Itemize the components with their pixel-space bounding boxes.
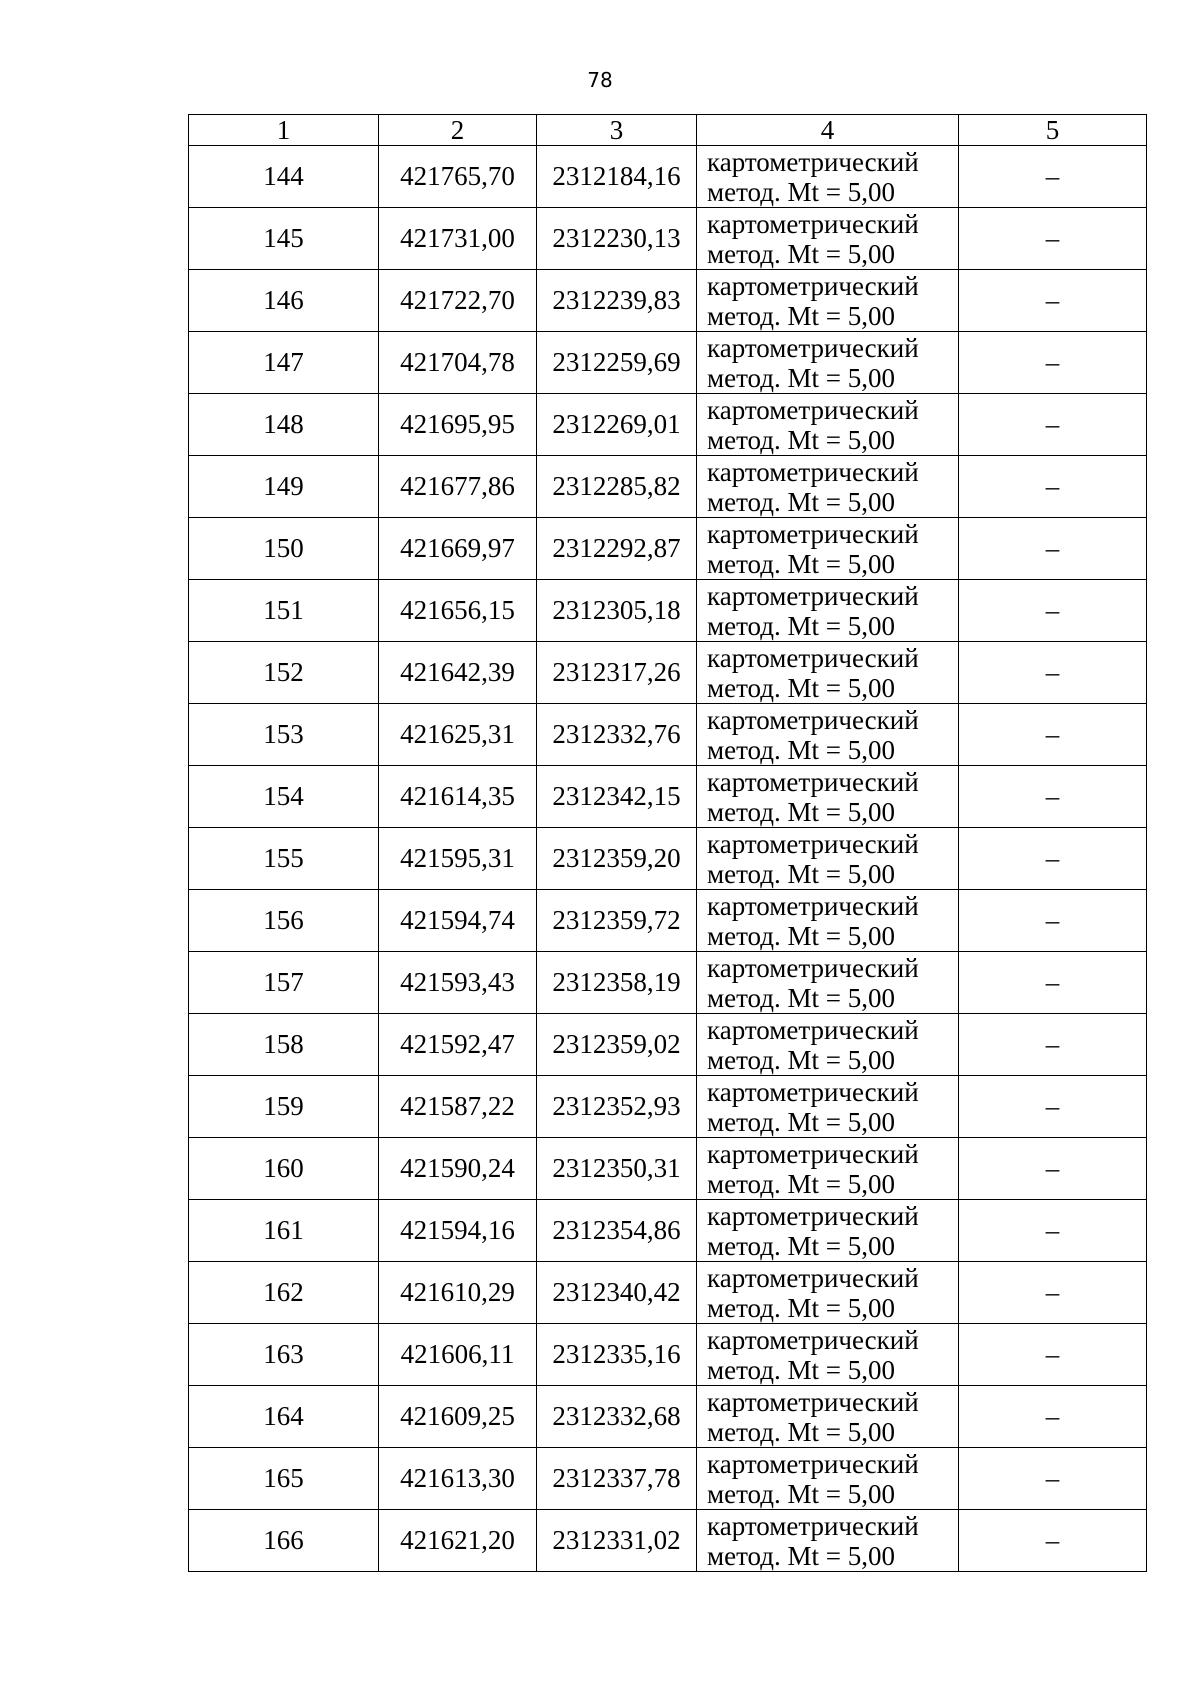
method-line-1: картометрический xyxy=(707,580,919,611)
coordinate-x: 421722,70 xyxy=(379,270,537,332)
method-line-2: метод. Mt = 5,00 xyxy=(707,1106,895,1137)
table-row xyxy=(189,1510,1147,1572)
point-number: 153 xyxy=(189,704,379,766)
method-line-1: картометрический xyxy=(707,518,919,549)
method-line-1: картометрический xyxy=(707,704,919,735)
method-line-1: картометрический xyxy=(707,642,919,673)
method-line-1: картометрический xyxy=(707,1076,919,1107)
note-cell: – xyxy=(959,146,1147,208)
method-line-2: метод. Mt = 5,00 xyxy=(707,858,895,889)
coordinate-x: 421765,70 xyxy=(379,146,537,208)
point-number: 151 xyxy=(189,580,379,642)
method-line-1: картометрический xyxy=(707,1014,919,1045)
method-line-2: метод. Mt = 5,00 xyxy=(707,486,895,517)
coordinate-x: 421695,95 xyxy=(379,394,537,456)
method-line-1: картометрический xyxy=(707,952,919,983)
method-line-1: картометрический xyxy=(707,766,919,797)
point-number: 156 xyxy=(189,890,379,952)
method-line-1: картометрический xyxy=(707,332,919,363)
note-cell: – xyxy=(959,1138,1147,1200)
point-number: 165 xyxy=(189,1448,379,1510)
coordinate-y: 2312184,16 xyxy=(537,146,697,208)
table-row xyxy=(189,518,1147,580)
determination-method xyxy=(697,766,959,828)
coordinate-y: 2312352,93 xyxy=(537,1076,697,1138)
table-row xyxy=(189,1262,1147,1324)
table-row xyxy=(189,208,1147,270)
coordinate-y: 2312331,02 xyxy=(537,1510,697,1572)
table-row xyxy=(189,1076,1147,1138)
coordinate-x: 421592,47 xyxy=(379,1014,537,1076)
table-row xyxy=(189,642,1147,704)
note-cell: – xyxy=(959,394,1147,456)
method-line-2: метод. Mt = 5,00 xyxy=(707,300,895,331)
point-number: 146 xyxy=(189,270,379,332)
method-line-1: картометрический xyxy=(707,890,919,921)
table-row xyxy=(189,1448,1147,1510)
coordinate-x: 421731,00 xyxy=(379,208,537,270)
note-cell: – xyxy=(959,1076,1147,1138)
table-row xyxy=(189,1014,1147,1076)
method-line-2: метод. Mt = 5,00 xyxy=(707,1168,895,1199)
method-line-2: метод. Mt = 5,00 xyxy=(707,1540,895,1571)
method-line-1: картометрический xyxy=(707,1324,919,1355)
determination-method xyxy=(697,952,959,1014)
note-cell: – xyxy=(959,890,1147,952)
coordinate-y: 2312335,16 xyxy=(537,1324,697,1386)
point-number: 155 xyxy=(189,828,379,890)
note-cell: – xyxy=(959,704,1147,766)
method-line-1: картометрический xyxy=(707,1386,919,1417)
note-cell: – xyxy=(959,766,1147,828)
table-row xyxy=(189,1138,1147,1200)
determination-method xyxy=(697,1510,959,1572)
point-number: 150 xyxy=(189,518,379,580)
coordinate-x: 421593,43 xyxy=(379,952,537,1014)
header-col-3: 3 xyxy=(537,115,697,146)
coordinate-x: 421594,16 xyxy=(379,1200,537,1262)
determination-method xyxy=(697,1448,959,1510)
determination-method xyxy=(697,704,959,766)
coordinate-y: 2312317,26 xyxy=(537,642,697,704)
determination-method xyxy=(697,1076,959,1138)
method-line-1: картометрический xyxy=(707,456,919,487)
determination-method xyxy=(697,1014,959,1076)
method-line-2: метод. Mt = 5,00 xyxy=(707,1292,895,1323)
determination-method xyxy=(697,580,959,642)
table-body xyxy=(189,146,1147,1572)
coordinate-x: 421621,20 xyxy=(379,1510,537,1572)
coordinate-y: 2312359,72 xyxy=(537,890,697,952)
note-cell: – xyxy=(959,1448,1147,1510)
coordinate-x: 421595,31 xyxy=(379,828,537,890)
note-cell: – xyxy=(959,952,1147,1014)
method-line-2: метод. Mt = 5,00 xyxy=(707,1354,895,1385)
coordinate-y: 2312337,78 xyxy=(537,1448,697,1510)
coordinate-y: 2312239,83 xyxy=(537,270,697,332)
coordinate-x: 421610,29 xyxy=(379,1262,537,1324)
coordinate-y: 2312230,13 xyxy=(537,208,697,270)
determination-method xyxy=(697,828,959,890)
determination-method xyxy=(697,456,959,518)
determination-method xyxy=(697,394,959,456)
note-cell: – xyxy=(959,1510,1147,1572)
table-row xyxy=(189,270,1147,332)
coordinate-y: 2312285,82 xyxy=(537,456,697,518)
method-line-2: метод. Mt = 5,00 xyxy=(707,424,895,455)
point-number: 147 xyxy=(189,332,379,394)
method-line-1: картометрический xyxy=(707,208,919,239)
header-col-1: 1 xyxy=(189,115,379,146)
determination-method xyxy=(697,1200,959,1262)
point-number: 160 xyxy=(189,1138,379,1200)
determination-method xyxy=(697,1386,959,1448)
determination-method xyxy=(697,146,959,208)
determination-method xyxy=(697,332,959,394)
table-row xyxy=(189,332,1147,394)
method-line-1: картометрический xyxy=(707,270,919,301)
coordinate-y: 2312292,87 xyxy=(537,518,697,580)
coordinate-x: 421594,74 xyxy=(379,890,537,952)
coordinate-y: 2312332,68 xyxy=(537,1386,697,1448)
point-number: 166 xyxy=(189,1510,379,1572)
point-number: 164 xyxy=(189,1386,379,1448)
coordinate-x: 421677,86 xyxy=(379,456,537,518)
page-number: 78 xyxy=(587,68,613,92)
coordinate-y: 2312354,86 xyxy=(537,1200,697,1262)
coordinate-x: 421590,24 xyxy=(379,1138,537,1200)
determination-method xyxy=(697,1324,959,1386)
note-cell: – xyxy=(959,1324,1147,1386)
determination-method xyxy=(697,208,959,270)
table-row xyxy=(189,394,1147,456)
note-cell: – xyxy=(959,642,1147,704)
coordinate-x: 421642,39 xyxy=(379,642,537,704)
method-line-2: метод. Mt = 5,00 xyxy=(707,1044,895,1075)
note-cell: – xyxy=(959,1200,1147,1262)
method-line-2: метод. Mt = 5,00 xyxy=(707,362,895,393)
method-line-2: метод. Mt = 5,00 xyxy=(707,734,895,765)
point-number: 144 xyxy=(189,146,379,208)
coordinate-y: 2312305,18 xyxy=(537,580,697,642)
table-row xyxy=(189,1200,1147,1262)
note-cell: – xyxy=(959,270,1147,332)
note-cell: – xyxy=(959,828,1147,890)
method-line-1: картометрический xyxy=(707,394,919,425)
coordinate-y: 2312340,42 xyxy=(537,1262,697,1324)
coordinate-y: 2312332,76 xyxy=(537,704,697,766)
table-row xyxy=(189,704,1147,766)
coordinate-y: 2312350,31 xyxy=(537,1138,697,1200)
point-number: 157 xyxy=(189,952,379,1014)
point-number: 159 xyxy=(189,1076,379,1138)
point-number: 152 xyxy=(189,642,379,704)
method-line-1: картометрический xyxy=(707,1262,919,1293)
method-line-2: метод. Mt = 5,00 xyxy=(707,238,895,269)
point-number: 162 xyxy=(189,1262,379,1324)
point-number: 145 xyxy=(189,208,379,270)
point-number: 161 xyxy=(189,1200,379,1262)
note-cell: – xyxy=(959,1386,1147,1448)
point-number: 149 xyxy=(189,456,379,518)
table-row xyxy=(189,1386,1147,1448)
note-cell: – xyxy=(959,1262,1147,1324)
note-cell: – xyxy=(959,518,1147,580)
coordinate-x: 421656,15 xyxy=(379,580,537,642)
coordinate-x: 421625,31 xyxy=(379,704,537,766)
table-row xyxy=(189,766,1147,828)
method-line-2: метод. Mt = 5,00 xyxy=(707,672,895,703)
point-number: 163 xyxy=(189,1324,379,1386)
point-number: 158 xyxy=(189,1014,379,1076)
determination-method xyxy=(697,1138,959,1200)
coordinate-x: 421587,22 xyxy=(379,1076,537,1138)
coordinate-y: 2312359,02 xyxy=(537,1014,697,1076)
coordinate-x: 421609,25 xyxy=(379,1386,537,1448)
method-line-2: метод. Mt = 5,00 xyxy=(707,610,895,641)
method-line-1: картометрический xyxy=(707,828,919,859)
note-cell: – xyxy=(959,580,1147,642)
coordinate-x: 421669,97 xyxy=(379,518,537,580)
method-line-1: картометрический xyxy=(707,1510,919,1541)
table-row xyxy=(189,1324,1147,1386)
table-row xyxy=(189,580,1147,642)
note-cell: – xyxy=(959,208,1147,270)
coordinate-x: 421606,11 xyxy=(379,1324,537,1386)
coordinate-x: 421613,30 xyxy=(379,1448,537,1510)
method-line-2: метод. Mt = 5,00 xyxy=(707,796,895,827)
coordinate-y: 2312359,20 xyxy=(537,828,697,890)
determination-method xyxy=(697,1262,959,1324)
method-line-2: метод. Mt = 5,00 xyxy=(707,548,895,579)
coordinate-x: 421704,78 xyxy=(379,332,537,394)
method-line-1: картометрический xyxy=(707,146,919,177)
table-row xyxy=(189,952,1147,1014)
method-line-2: метод. Mt = 5,00 xyxy=(707,982,895,1013)
coordinate-y: 2312259,69 xyxy=(537,332,697,394)
coordinate-y: 2312269,01 xyxy=(537,394,697,456)
header-col-4: 4 xyxy=(697,115,959,146)
method-line-2: метод. Mt = 5,00 xyxy=(707,1230,895,1261)
coordinate-x: 421614,35 xyxy=(379,766,537,828)
table-header xyxy=(189,115,1147,146)
determination-method xyxy=(697,890,959,952)
coordinate-y: 2312358,19 xyxy=(537,952,697,1014)
header-row xyxy=(189,115,1147,146)
table-row xyxy=(189,456,1147,518)
header-col-2: 2 xyxy=(379,115,537,146)
method-line-2: метод. Mt = 5,00 xyxy=(707,1478,895,1509)
note-cell: – xyxy=(959,332,1147,394)
method-line-1: картометрический xyxy=(707,1138,919,1169)
method-line-2: метод. Mt = 5,00 xyxy=(707,176,895,207)
method-line-2: метод. Mt = 5,00 xyxy=(707,1416,895,1447)
method-line-1: картометрический xyxy=(707,1448,919,1479)
method-line-2: метод. Mt = 5,00 xyxy=(707,920,895,951)
coordinate-y: 2312342,15 xyxy=(537,766,697,828)
note-cell: – xyxy=(959,456,1147,518)
determination-method xyxy=(697,642,959,704)
table-row xyxy=(189,828,1147,890)
point-number: 154 xyxy=(189,766,379,828)
determination-method xyxy=(697,518,959,580)
method-line-1: картометрический xyxy=(707,1200,919,1231)
coordinates-table xyxy=(188,114,1147,1572)
table-row xyxy=(189,146,1147,208)
note-cell: – xyxy=(959,1014,1147,1076)
table-row xyxy=(189,890,1147,952)
header-col-5: 5 xyxy=(959,115,1147,146)
point-number: 148 xyxy=(189,394,379,456)
determination-method xyxy=(697,270,959,332)
